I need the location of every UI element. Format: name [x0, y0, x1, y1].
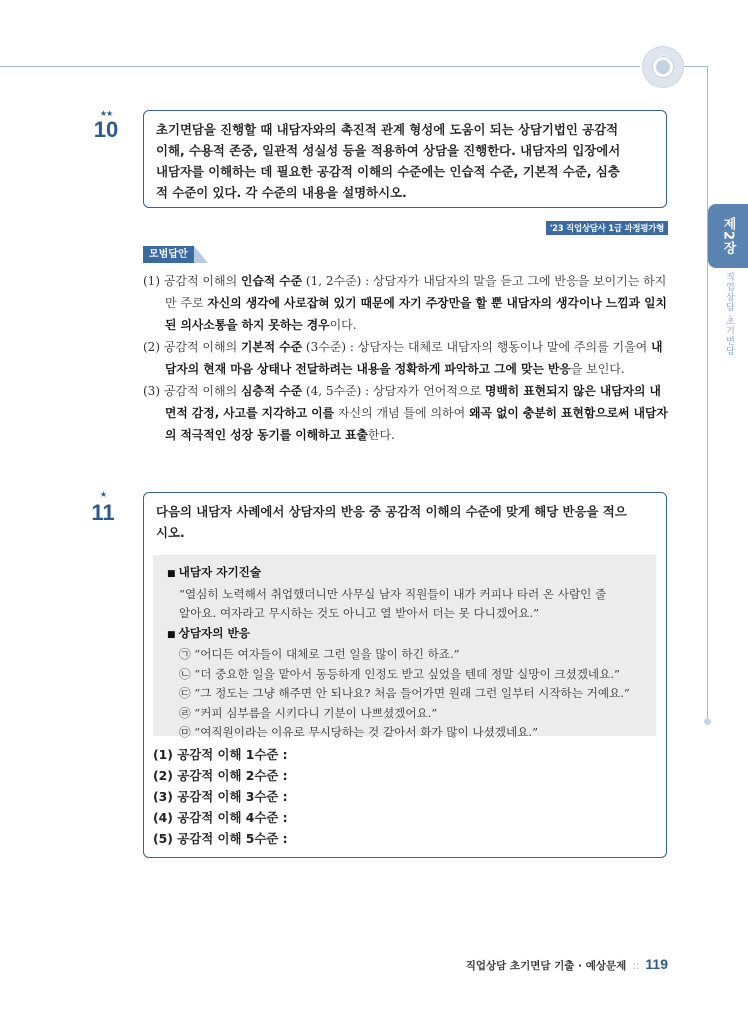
response-item: ㉠ “어디든 여자들이 대체로 그런 일을 많이 하긴 하죠.”: [179, 647, 460, 661]
question-box-10: [143, 110, 667, 208]
answer-item-1: (1) 공감적 이해의 인습적 수준 (1, 2수준) : 상담자가 내담자의 말을 듣고 그에 반응을 보이기는 하지만 주로 자신의 생각에 사로잡혀 있기 때문에 자기 주장만을 할 뿐 내담자의 생각이나 느낌과 일치된 의사소통을 하지 못하는 경우이다.: [143, 274, 667, 332]
case-line: “열심히 노력해서 취업했더니만 사무실 남자 직원들이 내가 커피나 타러 온 사람인 줄: [179, 586, 607, 601]
question-line: 다음의 내담자 사례에서 상담자의 반응 중 공감적 이해의 수준에 맞게 해당 반응을 적으: [156, 504, 627, 519]
difficulty-stars-q10: ★★: [99, 109, 113, 118]
level-line: (2) 공감적 이해 2수준 :: [153, 768, 288, 783]
side-rule-dot: [704, 718, 711, 725]
level-line: (5) 공감적 이해 5수준 :: [153, 831, 288, 846]
difficulty-stars-q11: ★: [99, 490, 107, 499]
question-line: 이해, 수용적 존중, 일관적 성실성 등을 적용하여 상담을 진행한다. 내담자의 입장에서: [156, 143, 621, 158]
response-item: ㉢ “그 정도는 그냥 해주면 안 되나요? 처음 들어가면 원래 그런 일부터 시작하는 거예요.”: [179, 686, 630, 700]
footer-separator: ::: [632, 960, 640, 972]
question-line: 내담자를 이해하는 데 필요한 공감적 이해의 수준에는 인습적 수준, 기본적 수준, 심층: [156, 164, 620, 179]
model-answers: [143, 270, 669, 446]
case-line: 알아요. 여자라고 무시하는 것도 아니고 열 받아서 더는 못 다니겠어요.”: [179, 606, 540, 620]
question-line: 초기면담을 진행할 때 내담자와의 촉진적 관계 형성에 도움이 되는 상담기법인 공감적: [156, 122, 619, 137]
answer-item-2: (2) 공감적 이해의 기본적 수준 (3수준) : 상담자는 대체로 내담자의 행동이나 말에 주의를 기울여 내담자의 현재 마음 상태나 전달하려는 내용을 정확하게 파악하고 그에 맞는 반응을 보인다.: [143, 340, 663, 376]
chapter-tab[interactable]: 제2장: [708, 204, 748, 268]
response-item: ㉣ “커피 심부름을 시키다니 기분이 나쁘셨겠어요.”: [179, 705, 438, 720]
answer-levels: [153, 744, 288, 849]
source-tag: '23 직업상담사 1급 과정평가형: [546, 221, 668, 235]
answer-item-3: (3) 공감적 이해의 심층적 수준 (4, 5수준) : 상담자가 언어적으로 명백히 표현되지 않은 내담자의 내면적 감정, 사고를 지각하고 이를 자신의 개념 틀에 의하여 왜곡 없이 충분히 표현함으로써 내담자의 적극적인 성장 동기를 이해하고 표출한다.: [143, 384, 668, 442]
question-number-11: 11: [91, 500, 115, 525]
case-box: [153, 555, 656, 739]
response-heading: ■ 상담자의 반응: [167, 624, 642, 646]
response-item: ㉡ “더 중요한 일을 맡아서 동등하게 인정도 받고 싶었을 텐데 정말 실망이 크셨겠네요.”: [179, 666, 620, 681]
level-line: (1) 공감적 이해 1수준 :: [153, 747, 288, 762]
question-line: 시오.: [156, 525, 185, 540]
top-rule: [0, 66, 640, 67]
question-number-10: 10: [93, 117, 119, 142]
page-footer: [466, 956, 668, 973]
footer-title: 직업상담 초기면담 기출 · 예상문제: [465, 960, 627, 972]
ring-icon: [642, 46, 684, 88]
level-line: (4) 공감적 이해 4수준 :: [153, 810, 288, 825]
response-item: ㉤ “여직원이라는 이유로 무시당하는 것 같아서 화가 많이 나셨겠네요.”: [179, 725, 539, 739]
page-number: 119: [645, 956, 668, 972]
side-rule: [707, 66, 708, 721]
case-heading: ■ 내담자 자기진술: [167, 563, 642, 585]
model-answer-label: 모범답안: [143, 246, 194, 263]
top-rule-right: [684, 66, 708, 67]
question-line: 적 수준이 있다. 각 수준의 내용을 설명하시오.: [156, 185, 407, 200]
level-line: (3) 공감적 이해 3수준 :: [153, 789, 288, 804]
chapter-subtitle: 직업상담 초기면담: [724, 272, 734, 356]
